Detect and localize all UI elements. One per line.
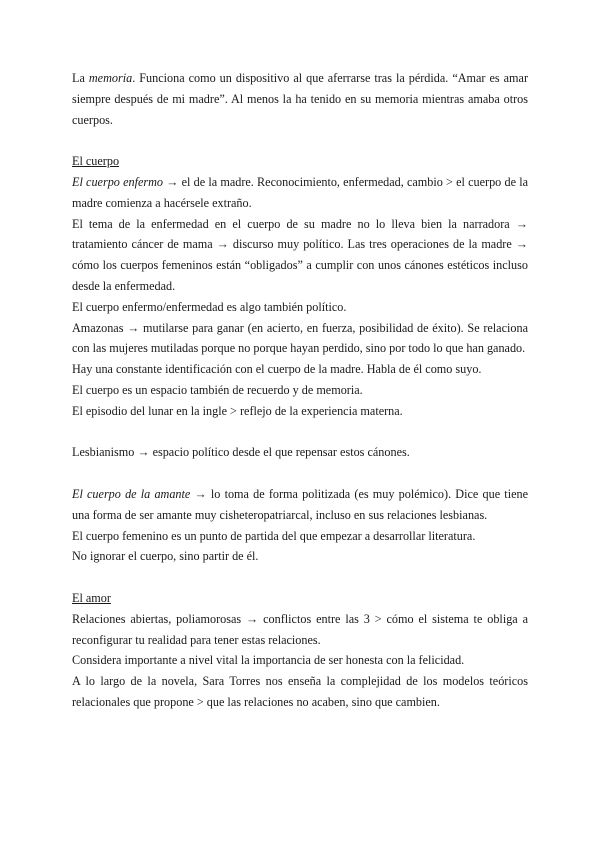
cuerpo-paragraph-5: Hay una constante identificación con el cuerpo de la madre. Habla de él como suyo. [72,362,482,377]
spacer [72,422,528,443]
amor-paragraph-1: Relaciones abiertas, poliamorosas → conflictos entre las 3 > cómo el sistema te obliga a reconfigurar tu realidad para tener estas relaciones. [72,611,528,647]
intro-rest: . Funciona como un dispositivo al que aferrarse tras la pérdida. “Amar es amar siempre después de mi madre”. Al menos la ha tenido en su memoria mientras amaba otros cuerpos. [72,71,529,127]
intro-paragraph [72,68,528,130]
cuerpo-paragraph-1-rest: → el de la madre. Reconocimiento, enfermedad, cambio > el cuerpo de la madre comienza a hacérsele extraño. [72,174,528,210]
section-heading-cuerpo: El cuerpo [72,154,120,169]
cuerpo-paragraph-4: Amazonas → mutilarse para ganar (en acierto, en fuerza, posibilidad de éxito). Se relaciona con las mujeres mutiladas porque no porque hayan perdido, sino por todo lo que han ganado. [72,320,528,356]
spacer [72,463,528,484]
intro-lead: La [72,71,89,85]
amor-paragraph-2: Considera importante a nivel vital la importancia de ser honesta con la felicidad. [72,653,465,668]
cuerpo-paragraph-10: El cuerpo femenino es un punto de partida del que empezar a desarrollar literatura. [72,528,476,543]
intro-keyword: memoria [88,71,133,85]
cuerpo-paragraph-2: El tema de la enfermedad en el cuerpo de su madre no lo lleva bien la narradora → tratamiento cáncer de mama → discurso muy político. Las tres operaciones de la madre → cómo los cuerpos femeninos están “obligados” a cumplir con unos cánones estéticos incluso desde la enfermedad. [72,216,528,293]
spacer [72,130,528,151]
spacer [72,567,528,588]
cuerpo-paragraph-3: El cuerpo enfermo/enfermedad es algo también político. [72,299,347,314]
amor-paragraph-3: A lo largo de la novela, Sara Torres nos enseña la complejidad de los modelos teóricos relacionales que propone > que las relaciones no acaben, sino que cambien. [72,674,528,709]
section-heading-amor: El amor [72,590,111,605]
cuerpo-paragraph-11: No ignorar el cuerpo, sino partir de él. [72,549,259,564]
cuerpo-paragraph-1 [72,172,528,214]
cuerpo-paragraph-8: Lesbianismo → espacio político desde el que repensar estos cánones. [72,445,410,460]
cuerpo-amante-keyword: El cuerpo de la amante [72,486,191,501]
cuerpo-paragraph-9-rest: → lo toma de forma politizada (es muy polémico). Dice que tiene una forma de ser amante muy cisheteropatriarcal, incluso en sus relaciones lesbianas. [72,486,528,522]
cuerpo-paragraph-7: El episodio del lunar en la ingle > reflejo de la experiencia materna. [72,403,403,418]
cuerpo-paragraph-6: El cuerpo es un espacio también de recuerdo y de memoria. [72,382,363,397]
cuerpo-enfermo-keyword: El cuerpo enfermo [72,174,164,189]
cuerpo-paragraph-9 [72,484,528,526]
